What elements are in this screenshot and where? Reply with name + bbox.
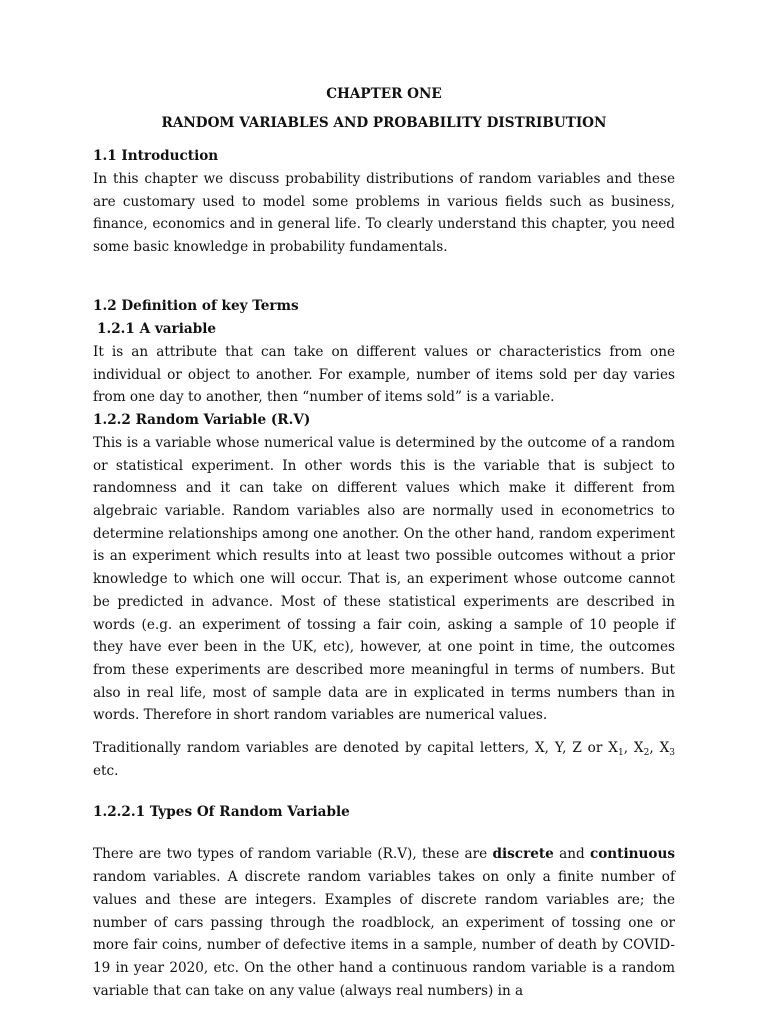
types-text: random variables. A discrete random variables takes on only a finite number of values and these are integers. Examples of discrete random variables are; the number of cars passing through the roadblock, an experiment of tossing one or more fair coins, number of defective items in a sample, number of death by COVID-19 in year 2020, etc. On the other hand a continuous random variable is a random variable that can take on any value (always real numbers) in a bbox=[93, 869, 675, 999]
subscript-one: 1 bbox=[617, 748, 624, 759]
types-paragraph bbox=[93, 843, 675, 1002]
continuous-term: continuous bbox=[589, 846, 675, 863]
notation-paragraph bbox=[93, 737, 675, 782]
variable-heading: 1.2.1 A variable bbox=[97, 320, 217, 337]
discrete-term: discrete bbox=[492, 846, 554, 863]
intro-paragraph: In this chapter we discuss probability distributions of random variables and these are customary used to model some problems in various fields such as business, finance, economics and in general life. To clearly understand this chapter, you need some basic knowledge in probability fundamentals. bbox=[93, 171, 675, 256]
chapter-title: RANDOM VARIABLES AND PROBABILITY DISTRIBUTION bbox=[161, 115, 607, 131]
intro-heading: 1.1 Introduction bbox=[93, 148, 219, 164]
variable-paragraph: It is an attribute that can take on different values or characteristics from one individual or object to another. For example, number of items sold per day varies from one day to another, then “number of items sold” is a variable. bbox=[93, 343, 675, 406]
notation-separator: , X bbox=[623, 740, 644, 757]
random-variable-heading: 1.2.2 Random Variable (R.V) bbox=[93, 411, 311, 428]
types-heading: 1.2.2.1 Types Of Random Variable bbox=[93, 804, 350, 821]
chapter-label: CHAPTER ONE bbox=[326, 86, 442, 102]
subscript-two: 2 bbox=[643, 748, 650, 759]
notation-separator: , X bbox=[649, 740, 670, 757]
notation-suffix: etc. bbox=[93, 762, 119, 779]
random-variable-paragraph: This is a variable whose numerical value is determined by the outcome of a random or statistical experiment. In other words this is the variable that is subject to randomness and it can take on different values which make it different from algebraic variable. Random variables also are normally used in econometrics to determine relationships among one another. On the other hand, random experiment is an experiment which results into at least two possible outcomes without a prior knowledge to which one will occur. That is, an experiment whose outcome cannot be predicted in advance. Most of these statistical experiments are described in words (e.g. an experiment of tossing a fair coin, asking a sample of 10 people if they have ever been in the UK, etc), however, at one point in time, the outcomes from these experiments are described more meaningful in terms of numbers. But also in real life, most of sample data are in explicated in terms numbers than in words. Therefore in short random variables are numerical values. bbox=[93, 434, 675, 724]
notation-text: Traditionally random variables are denoted by capital letters, X, Y, Z or X bbox=[93, 740, 618, 757]
definitions-heading: 1.2 Definition of key Terms bbox=[93, 297, 299, 314]
types-text: and bbox=[553, 846, 590, 863]
document-page bbox=[93, 84, 675, 1002]
subscript-three: 3 bbox=[669, 748, 675, 759]
types-text: There are two types of random variable (R.V), these are bbox=[93, 846, 493, 863]
